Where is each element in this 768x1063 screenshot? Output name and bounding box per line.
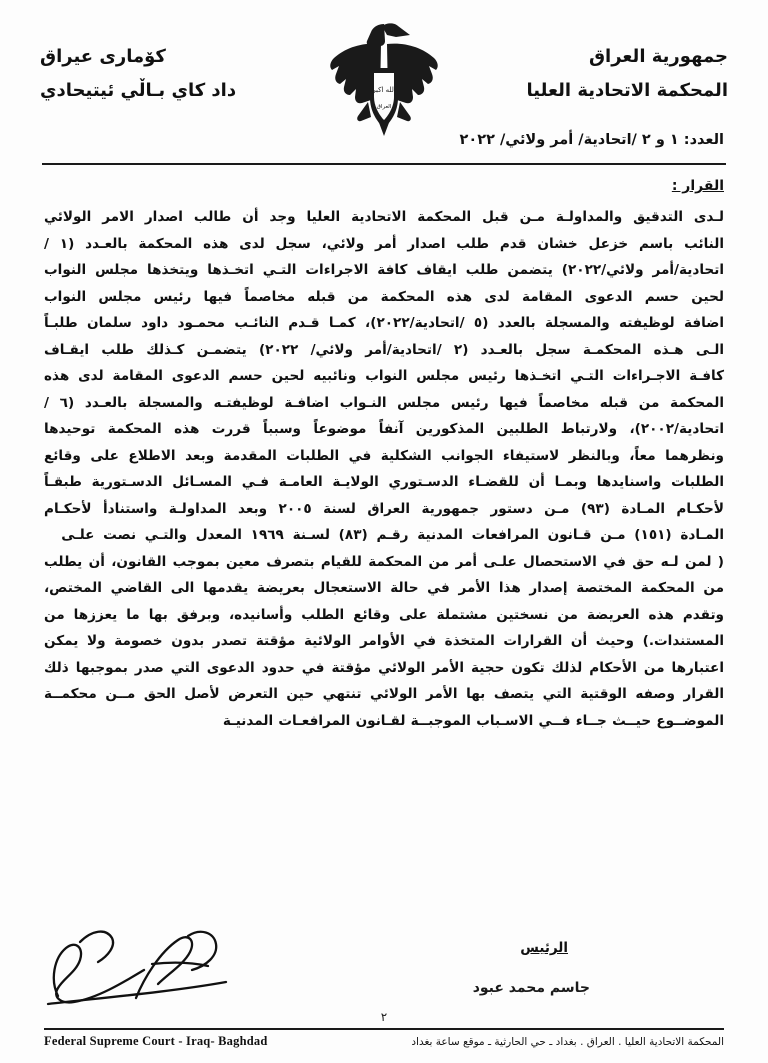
- court-name-arabic: المحكمة الاتحادية العليا: [526, 80, 728, 102]
- document-header: [40, 18, 728, 133]
- court-name-kurdish: داد كاي بـالٚي ئيتيحادي: [40, 80, 237, 102]
- header-divider: [42, 163, 726, 165]
- case-number: العدد: ١ و ٢ /اتحادية/ أمر ولائي/ ٢٠٢٢: [459, 132, 724, 148]
- handwritten-signature-icon: [40, 918, 270, 1010]
- svg-text:الله اكبر: الله اكبر: [372, 86, 396, 94]
- decision-label: القرار :: [671, 178, 724, 194]
- document-footer: [44, 1034, 724, 1049]
- header-kurdish-titles: [40, 18, 290, 108]
- header-arabic-titles: [478, 18, 728, 108]
- country-name-kurdish: كوٚماری عیراق: [40, 46, 166, 67]
- country-name-arabic: جمهورية العراق: [588, 46, 728, 67]
- decision-paragraph-1: لـدى التدقيق والمداولـة مـن قبل المحكمة الاتحادية العليا وجد أن طالب اصدار الامر الولائي النائب باسم خزعل خشان قدم طلب اصدار أمر ولائي، سجل لدى هذه المحكمة بالعـدد (١ /اتحادية/أمر ولائي/٢٠٢٢) يتضمن طلب ايقاف كافة الاجراءات التـي اتخـذها ويتخذها مجلس النواب لحين حسم الدعوى المقامة لدى هذه المحكمة من قبله مخاصماً فيها رئيس مجلس النواب اضافة لوظيفته والمسجلة بالعدد (٥ /اتحادية/٢٠٢٢)، كمـا قـدم النائـب محمـود داود سلمان طلبـاً الـى هـذه المحكمـة سجل بالعـدد (٢ /اتحادية/أمر ولائي/ ٢٠٢٢) يتضمـن كـذلك طلب ايقـاف كافـة الاجـراءات التـي اتخـذها رئيس مجلس النواب ونائبيه لحين حسم الدعوى المقامة لدى هذه المحكمة من قبله مخاصماً فيها رئيس مجلس النـواب اضافـة لوظيفتـه والمسجلة بالعـدد (٦ /اتحادية/٢٠٠٢)، ولارتباط الطلبين المذكورين آنفاً موضوعاً وسبباً قررت هذه المحكمة توحيدها ونظرهما معاً، وبالنظر لاستيفاء الجوانب الشكلية في الطلبات المقدمة وبعد الاطلاع على وقائع الطلبات واسنايدها وبمـا أن للقضـاء الدسـتوري الولايـة العامـة فـي المسـائل الدسـتورية طبقـاً لأحكـام المـادة (٩٣) مـن دستور جمهورية العراق لسنة ٢٠٠٥ وبعد المداولـة واستنادأ لأحكـام المـادة (١٥١) مـن قـانون المرافعات المدنية رقـم (٨٣) لسـنة ١٩٦٩ المعدل والتـي نصت علـى: [44, 209, 725, 543]
- footer-divider: [44, 1028, 724, 1030]
- footer-arabic-address: المحكمة الاتحادية العليا . العراق . بغداد ـ حي الحارثية ـ موقع ساعة بغداد: [411, 1036, 724, 1048]
- footer-english-text: Federal Supreme Court - Iraq- Baghdad: [44, 1034, 268, 1048]
- iraq-eagle-emblem-icon: [324, 20, 444, 138]
- signatory-name: جاسم محمد عبود: [472, 980, 590, 996]
- svg-text:العراق: العراق: [376, 104, 392, 110]
- page-number: ٢: [380, 1010, 388, 1024]
- decision-paragraph-2: ( لمن لـه حق في الاستحصال علـى أمر من المحكمة للقيام بتصرف معين بموجب القانون، أن يطلب من المحكمة المختصة إصدار هذا الأمر في حالة الاستعجال بعريضة يقدمها الى القاضي المختص، وتقدم هذه العريضة من نسختين مشتملة على وقائع الطلب وأسانيده، وبرفق بها ما يعززها من المستندات.) وحيث أن القرارات المتخذة في الأوامر الولائية مؤقتة تصدر بدون خصومة ولا يمكن اعتبارها من الأحكام لذلك تكون حجية الأمر الولائي مؤقتة في حدود الدعوى التي صدر بموجبها ذلك القرار وصفه الوقتية التي يتصف بها الأمر الولائي تنتهي حين التعرض لأصل الحق مــن محكمــة الموضــوع حيــث جــاء فــي الاسـباب الموجبــة لقـانون المرافعـات المدنيـة: [44, 553, 724, 729]
- document-body: [44, 178, 724, 734]
- signature-block: [0, 918, 768, 1018]
- signatory-title: الرئيس: [520, 940, 568, 956]
